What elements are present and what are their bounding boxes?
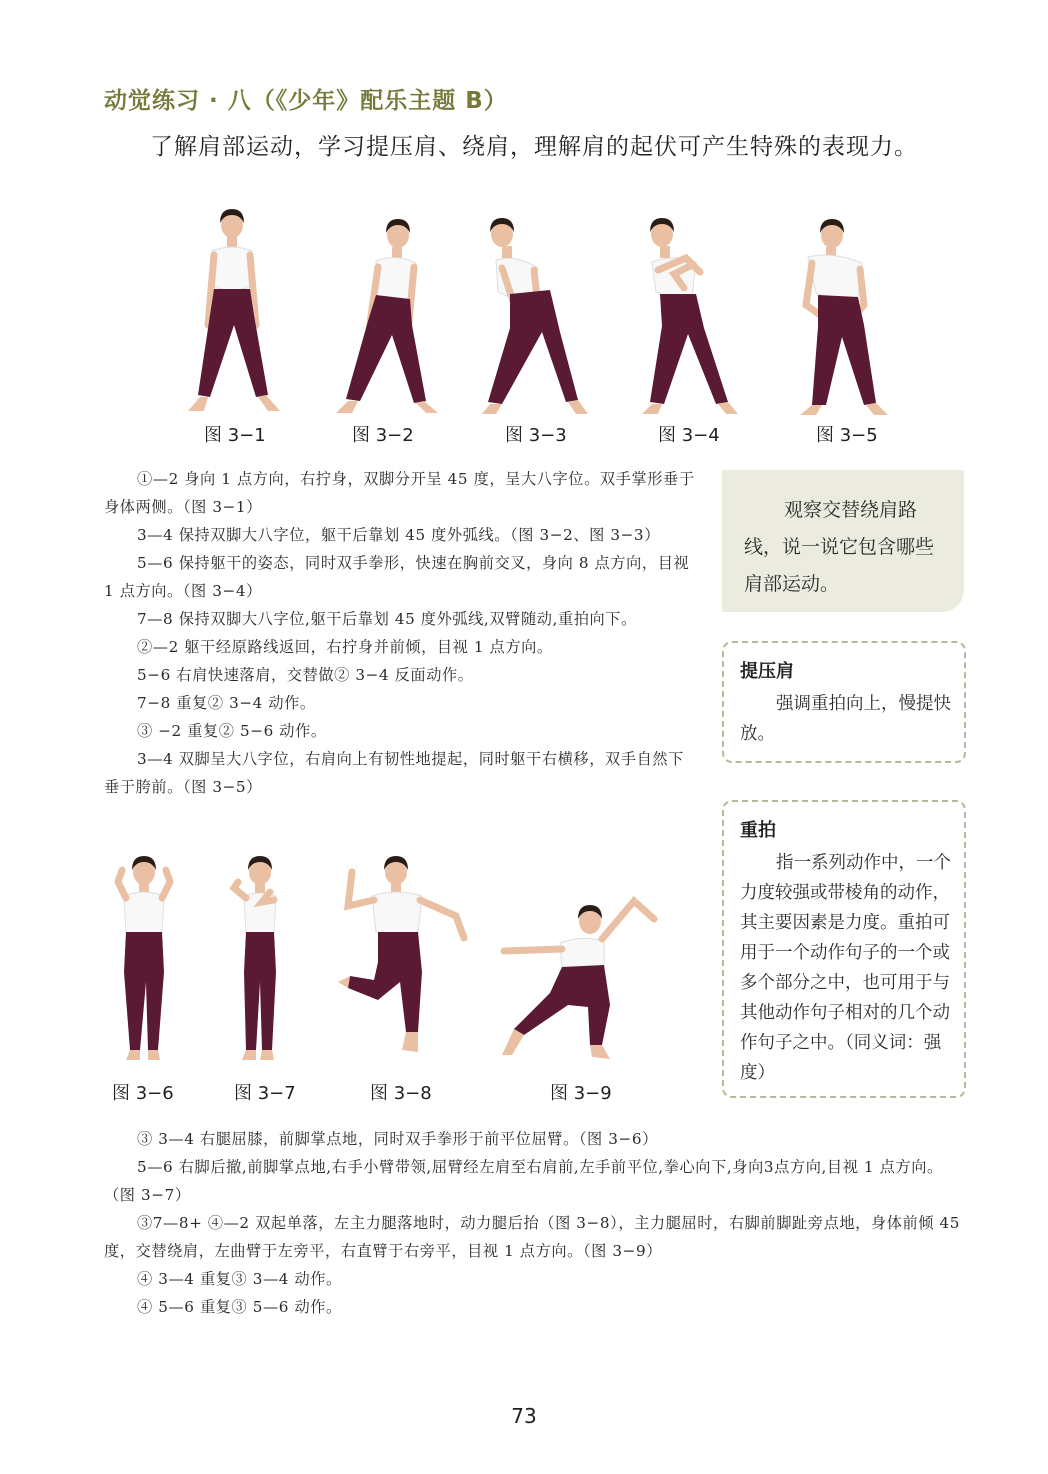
note-shoulder-lift bbox=[722, 641, 966, 763]
instruction-paragraph: 7—8 保持双脚大八字位,躯干后靠划 45 度外弧线,双臂随动,重拍向下。 bbox=[137, 610, 637, 628]
figure-3-8 bbox=[338, 852, 473, 1062]
instruction-paragraph: 3—4 保持双脚大八字位，躯干后靠划 45 度外弧线。（图 3−2、图 3−3） bbox=[137, 526, 660, 544]
observe-text: 观察交替绕肩路线，说一说它包含哪些肩部运动。 bbox=[744, 499, 935, 595]
caption-3-7: 图 3−7 bbox=[234, 1083, 296, 1104]
note-body: 强调重拍向上，慢提快放。 bbox=[740, 694, 951, 744]
caption-3-6: 图 3−6 bbox=[112, 1083, 174, 1104]
instruction-paragraph: ②—2 躯干经原路线返回，右拧身并前倾，目视 1 点方向。 bbox=[137, 638, 553, 656]
note-title: 提压肩 bbox=[740, 661, 794, 682]
instruction-paragraph: 5—6 右脚后撤,前脚掌点地,右手小臂带领,屈臂经左肩至右肩前,左手前平位,拳心向下,身向3点方向,目视 1 点方向。（图 3−7） bbox=[104, 1158, 943, 1204]
note-body: 指一系列动作中，一个力度较强或带棱角的动作，其主要因素是力度。重拍可用于一个动作句子的一个或多个部分之中，也可用于与其他动作句子相对的几个动作句子之中。（同义词：强度） bbox=[740, 853, 951, 1083]
instruction-paragraph: ③ 3—4 右腿屈膝，前脚掌点地，同时双手拳形于前平位屈臂。（图 3−6） bbox=[137, 1130, 658, 1148]
figure-3-2 bbox=[330, 215, 440, 420]
observe-box bbox=[722, 470, 964, 612]
dancer-photo-3-1 bbox=[176, 205, 286, 420]
caption-3-9: 图 3−9 bbox=[550, 1083, 612, 1104]
instruction-paragraph: 5−6 右肩快速落肩，交替做② 3−4 反面动作。 bbox=[137, 666, 474, 684]
caption-3-5: 图 3−5 bbox=[816, 425, 878, 446]
instructions-bottom bbox=[104, 1125, 966, 1321]
instruction-paragraph: ①—2 身向 1 点方向，右拧身，双脚分开呈 45 度，呈大八字位。双手掌形垂于身体两侧。（图 3−1） bbox=[104, 470, 695, 516]
figure-3-3 bbox=[480, 212, 590, 420]
figure-3-5 bbox=[792, 215, 902, 420]
dancer-photo-3-8 bbox=[338, 852, 473, 1062]
instruction-paragraph: ③ −2 重复② 5−6 动作。 bbox=[137, 722, 327, 740]
instruction-paragraph: ③7—8+ ④—2 双起单落，左主力腿落地时，动力腿后抬（图 3−8），主力腿屈时，右脚前脚趾旁点地，身体前倾 45 度，交替绕肩，左曲臂于左旁平，右直臂于右旁平，目视 1 点方向。（图 3−9） bbox=[104, 1214, 961, 1260]
exercise-heading: 动觉练习 · 八（《少年》配乐主题 B） bbox=[104, 88, 508, 114]
dancer-photo-3-9 bbox=[498, 895, 663, 1065]
caption-3-8: 图 3−8 bbox=[370, 1083, 432, 1104]
dancer-photo-3-2 bbox=[330, 215, 440, 420]
dancer-photo-3-5 bbox=[792, 215, 902, 420]
dancer-photo-3-7 bbox=[228, 852, 293, 1062]
dancer-photo-3-3 bbox=[480, 212, 590, 420]
instruction-paragraph: 5—6 保持躯干的姿态，同时双手拳形，快速在胸前交叉，身向 8 点方向，目视 1 点方向。（图 3−4） bbox=[104, 554, 690, 600]
note-title: 重拍 bbox=[740, 820, 776, 841]
dancer-photo-3-6 bbox=[108, 852, 183, 1062]
exercise-intro: 了解肩部运动，学习提压肩、绕肩，理解肩的起伏可产生特殊的表现力。 bbox=[150, 134, 918, 160]
instructions-top bbox=[104, 465, 696, 801]
instruction-paragraph: 7−8 重复② 3−4 动作。 bbox=[137, 694, 316, 712]
caption-3-3: 图 3−3 bbox=[505, 425, 567, 446]
instruction-paragraph: 3—4 双脚呈大八字位，右肩向上有韧性地提起，同时躯干右横移，双手自然下垂于胯前。（图 3−5） bbox=[104, 750, 684, 796]
caption-3-2: 图 3−2 bbox=[352, 425, 414, 446]
figure-3-1 bbox=[176, 205, 286, 420]
figure-3-7 bbox=[228, 852, 293, 1062]
dancer-photo-3-4 bbox=[630, 212, 740, 420]
figure-3-9 bbox=[498, 895, 663, 1065]
instruction-paragraph: ④ 5—6 重复③ 5—6 动作。 bbox=[137, 1298, 342, 1316]
note-accent bbox=[722, 800, 966, 1098]
page-number: 73 bbox=[511, 1404, 537, 1428]
instruction-paragraph: ④ 3—4 重复③ 3—4 动作。 bbox=[137, 1270, 342, 1288]
caption-3-4: 图 3−4 bbox=[658, 425, 720, 446]
caption-3-1: 图 3−1 bbox=[204, 425, 266, 446]
figure-3-6 bbox=[108, 852, 183, 1062]
figure-3-4 bbox=[630, 212, 740, 420]
